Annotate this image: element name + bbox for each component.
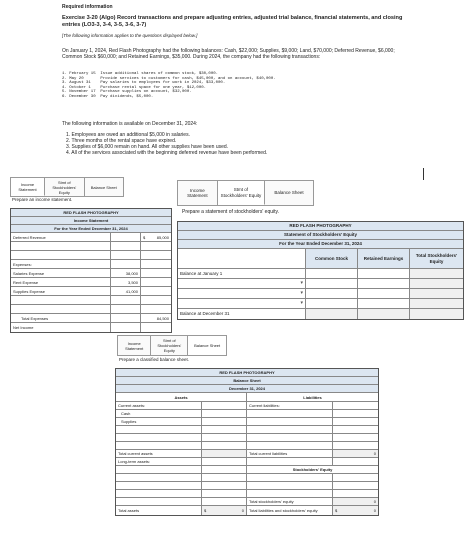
liability-select[interactable]: [247, 434, 333, 441]
company-name: RED FLASH PHOTOGRAPHY: [116, 369, 378, 376]
balance-december-label: Balance at December 31: [178, 309, 306, 319]
supplies-label: Supplies: [116, 418, 202, 425]
total-current-liabilities-amount: 0: [333, 450, 378, 457]
info-item: 1. Employees are owed an additional $5,000 in salaries.: [66, 132, 190, 138]
transaction-item: 2. May 20 Provide services to customers for cash, $45,000, and on account, $40,000.: [62, 76, 276, 81]
asset-select[interactable]: [116, 442, 202, 449]
liability-select[interactable]: [247, 426, 333, 433]
balance-prompt: Prepare a classified balance sheet.: [119, 357, 190, 362]
equity-input[interactable]: [358, 289, 410, 298]
tab-income-statement[interactable]: Income Statement: [11, 178, 45, 196]
liability-input[interactable]: [333, 410, 378, 417]
transaction-item: 6. December 30 Pay dividends, $5,000.: [62, 94, 154, 99]
asset-select[interactable]: [116, 466, 202, 473]
statement-name: Statement of Stockholders' Equity: [178, 231, 463, 239]
net-income-amount[interactable]: [141, 323, 171, 332]
tab-balance-sheet[interactable]: Balance Sheet: [274, 190, 304, 196]
asset-input[interactable]: [202, 426, 247, 433]
stockholders-equity-heading: Stockholders' Equity: [292, 467, 333, 472]
transaction-item: 5. November 17 Purchase supplies on account, $32,000.: [62, 90, 192, 95]
current-liabilities-label: Current liabilities:: [247, 402, 333, 409]
tab-balance-sheet[interactable]: Balance Sheet: [90, 184, 117, 190]
expenses-label: Expenses:: [11, 260, 111, 268]
column-retained-earnings: Retained Earnings: [358, 249, 410, 268]
exercise-title: Exercise 3-20 (Algo) Record transactions and prepare adjusting entries, adjusted trial balance, financial statements, and closing entries (LO3-3, 3-4, 3-5, 3-6, 3-7): [62, 15, 403, 28]
revenue-account-select[interactable]: Deferred Revenue: [11, 233, 111, 241]
equity-panel-tabs: [177, 180, 314, 206]
info-note: [The following information applies to the questions displayed below.]: [62, 33, 198, 38]
info-item: 4. All of the services associated with the beginning deferred revenue have been performed.: [66, 150, 268, 156]
current-assets-label: Current assets:: [116, 402, 202, 409]
expense-account-select[interactable]: Rent Expense: [11, 278, 111, 286]
asset-input[interactable]: [202, 434, 247, 441]
equity-total-cell: [410, 309, 463, 319]
equity-input[interactable]: [306, 299, 358, 308]
income-panel-tabs: [10, 177, 124, 197]
supplies-input[interactable]: [202, 418, 247, 425]
asset-input[interactable]: [202, 442, 247, 449]
equity-item-select[interactable]: [178, 289, 306, 298]
equity-select[interactable]: [247, 474, 333, 481]
asset-select[interactable]: [116, 426, 202, 433]
tab-stmt-stockholders-equity[interactable]: Stmt of Stockholders' Equity: [151, 336, 188, 355]
tab-income-statement[interactable]: Income Statement: [178, 181, 218, 205]
asset-select[interactable]: [116, 434, 202, 441]
total-stockholders-equity-amount: 0: [333, 498, 378, 505]
liability-input[interactable]: [333, 442, 378, 449]
income-statement-table: [10, 208, 172, 333]
equity-input[interactable]: [333, 490, 378, 497]
equity-item-select[interactable]: [178, 279, 306, 288]
total-stockholders-equity-label: Total stockholders' equity: [247, 498, 333, 505]
asset-input[interactable]: [202, 490, 247, 497]
column-total-equity: Total Stockholders' Equity: [410, 249, 463, 268]
statement-name: Balance Sheet: [116, 377, 378, 384]
total-current-assets-amount: [202, 450, 247, 457]
statement-period: For the Year Ended December 31, 2024: [178, 240, 463, 248]
liabilities-heading: Liabilities: [303, 394, 322, 400]
expense-amount-input[interactable]: 38,000: [111, 269, 141, 277]
statement-date: December 31, 2024: [116, 385, 378, 392]
liability-input[interactable]: [333, 418, 378, 425]
equity-input[interactable]: [306, 279, 358, 288]
equity-select[interactable]: [247, 482, 333, 489]
balance-january-label: Balance at January 1: [178, 269, 306, 278]
equity-select[interactable]: [247, 490, 333, 497]
asset-select[interactable]: [116, 482, 202, 489]
info-list: [66, 132, 267, 156]
total-expenses-amount[interactable]: 84,500: [156, 315, 169, 321]
equity-input[interactable]: [306, 289, 358, 298]
equity-total-cell: [358, 309, 410, 319]
expense-amount-input[interactable]: 41,000: [111, 287, 141, 295]
equity-total-cell: [410, 269, 463, 278]
cash-input[interactable]: [202, 410, 247, 417]
asset-input[interactable]: [202, 466, 247, 473]
equity-input[interactable]: [333, 482, 378, 489]
liability-input[interactable]: [333, 434, 378, 441]
total-current-liabilities-label: Total current liabilities: [247, 450, 333, 457]
info-heading: The following information is available on December 31, 2024:: [62, 121, 198, 127]
liability-input[interactable]: [333, 426, 378, 433]
total-current-assets-label: Total current assets: [116, 450, 202, 457]
tab-income-statement[interactable]: Income Statement: [118, 336, 151, 355]
income-prompt: Prepare an income statement.: [12, 197, 73, 202]
tab-stmt-stockholders-equity[interactable]: Stmt of Stockholders' Equity: [45, 178, 84, 196]
liability-select[interactable]: [247, 442, 333, 449]
text-cursor-icon: [423, 168, 424, 180]
balance-sheet-table: [115, 368, 379, 516]
asset-input[interactable]: [202, 474, 247, 481]
info-item: 2. Three months of the rental space have expired.: [66, 138, 177, 144]
liability-select[interactable]: [247, 410, 333, 417]
total-liabilities-equity-amount: $ 0: [335, 508, 376, 513]
equity-total-cell: [306, 309, 358, 319]
asset-select[interactable]: [116, 490, 202, 497]
transaction-list: [62, 72, 276, 100]
expense-amount-input[interactable]: 3,500: [111, 278, 141, 286]
statement-name: Income Statement: [11, 217, 171, 224]
equity-total-cell: [410, 299, 463, 308]
company-name: RED FLASH PHOTOGRAPHY: [11, 209, 171, 216]
expense-account-select[interactable]: Salaries Expense: [11, 269, 111, 277]
stockholders-equity-table: [177, 221, 464, 320]
equity-input[interactable]: [358, 269, 410, 278]
equity-prompt: Prepare a statement of stockholders' equity.: [182, 209, 280, 215]
column-common-stock: Common Stock: [306, 249, 358, 268]
balance-panel-tabs: [117, 335, 227, 356]
total-liabilities-equity-label: Total liabilities and stockholders' equity: [247, 506, 333, 515]
equity-item-select[interactable]: [178, 299, 306, 308]
company-name: RED FLASH PHOTOGRAPHY: [178, 222, 463, 230]
equity-input[interactable]: [358, 279, 410, 288]
transaction-item: 4. October 1 Purchase rental space for one year, $12,000.: [62, 85, 207, 90]
asset-input[interactable]: [202, 482, 247, 489]
cash-label: Cash: [116, 410, 202, 417]
tab-balance-sheet[interactable]: Balance Sheet: [188, 336, 226, 355]
revenue-amount[interactable]: $ 85,000: [143, 234, 169, 240]
total-expenses-label: Total Expenses: [11, 314, 111, 322]
transaction-item: 3. August 31 Pay salaries to employees for work in 2024, $33,000.: [62, 81, 226, 86]
info-item: 3. Supplies of $6,000 remain on hand. All other supplies have been used.: [66, 144, 229, 150]
transaction-item: 1. February 15 Issue additional shares of common stock, $30,000.: [62, 72, 219, 76]
equity-input[interactable]: [306, 269, 358, 278]
tab-stmt-stockholders-equity[interactable]: Stmt of Stockholders' Equity: [218, 181, 265, 205]
total-assets-label: Total assets: [116, 506, 202, 515]
net-income-select[interactable]: Net Income: [11, 323, 111, 332]
intro-paragraph: On January 1, 2024, Red Flash Photography had the following balances: Cash, $22,000; Supplies, $9,000; Land, $70,000; Deferred Revenue, $6,000; Common Stock $60,000; and Retained Earnings, $35,000. During 2024, the company had the following transactions:: [62, 48, 395, 60]
total-assets-amount: $ 0: [202, 506, 247, 515]
equity-total-cell: [410, 289, 463, 298]
expense-account-select[interactable]: Supplies Expense: [11, 287, 111, 295]
long-term-assets-label: Long-term assets:: [116, 458, 202, 465]
required-information-label: Required information: [62, 4, 113, 10]
assets-heading: Assets: [116, 393, 247, 401]
equity-input[interactable]: [358, 299, 410, 308]
asset-select[interactable]: [116, 474, 202, 481]
statement-period: For the Year Ended December 31, 2024: [11, 225, 171, 232]
equity-input[interactable]: [333, 474, 378, 481]
liability-select[interactable]: [247, 418, 333, 425]
equity-total-cell: [410, 279, 463, 288]
